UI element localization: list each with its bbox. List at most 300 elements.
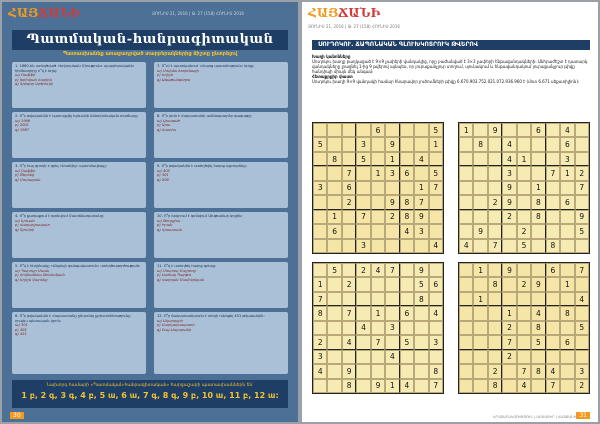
sudoku-cell[interactable] bbox=[560, 379, 574, 393]
sudoku-cell[interactable] bbox=[429, 350, 443, 364]
fact-title: Հետաքրքիր փաստ bbox=[312, 74, 353, 79]
sudoku-cell[interactable] bbox=[459, 210, 473, 224]
sudoku-cell[interactable] bbox=[575, 123, 589, 137]
sudoku-cell[interactable] bbox=[342, 263, 356, 277]
answer-option[interactable]: գ) Վարդան Մամիկոնյան bbox=[157, 277, 205, 282]
answer-option[interactable]: ա) 301 bbox=[15, 323, 28, 328]
sudoku-cell: 1 bbox=[313, 277, 327, 291]
sudoku-cell[interactable] bbox=[488, 335, 502, 349]
sudoku-cell: 9 bbox=[385, 195, 399, 209]
sudoku-cell: 2 bbox=[342, 277, 356, 291]
question-box bbox=[12, 62, 146, 108]
answer-option[interactable]: բ) 301 bbox=[157, 173, 169, 178]
sudoku-cell[interactable] bbox=[327, 306, 341, 320]
sudoku-cell[interactable] bbox=[327, 321, 341, 335]
sudoku-cell[interactable] bbox=[488, 210, 502, 224]
sudoku-cell[interactable] bbox=[459, 350, 473, 364]
sudoku-cell[interactable] bbox=[560, 350, 574, 364]
sudoku-cell[interactable] bbox=[327, 335, 341, 349]
sudoku-cell[interactable] bbox=[488, 350, 502, 364]
sudoku-cell[interactable] bbox=[560, 181, 574, 195]
sudoku-cell[interactable] bbox=[560, 321, 574, 335]
sudoku-cell: 4 bbox=[531, 306, 545, 320]
sudoku-cell[interactable] bbox=[575, 350, 589, 364]
sudoku-cell[interactable] bbox=[546, 210, 560, 224]
sudoku-cell[interactable] bbox=[342, 210, 356, 224]
sudoku-cell[interactable] bbox=[502, 379, 516, 393]
sudoku-cell: 4 bbox=[371, 263, 385, 277]
sudoku-cell[interactable] bbox=[502, 224, 516, 238]
sudoku-cell[interactable] bbox=[531, 292, 545, 306]
sudoku-cell[interactable] bbox=[356, 306, 370, 320]
sudoku-cell[interactable] bbox=[531, 379, 545, 393]
answer-option[interactable]: գ) Գյումրի bbox=[15, 227, 35, 232]
sudoku-cell[interactable] bbox=[356, 350, 370, 364]
sudoku-cell[interactable] bbox=[560, 210, 574, 224]
sudoku-cell[interactable] bbox=[546, 321, 560, 335]
sudoku-cell[interactable] bbox=[400, 321, 414, 335]
sudoku-cell[interactable] bbox=[327, 181, 341, 195]
sudoku-cell[interactable] bbox=[356, 195, 370, 209]
sudoku-cell[interactable] bbox=[429, 263, 443, 277]
sudoku-cell[interactable] bbox=[459, 263, 473, 277]
sudoku-cell[interactable] bbox=[371, 195, 385, 209]
sudoku-cell: 3 bbox=[356, 239, 370, 253]
answer-option[interactable]: ա) Ռաֆֆի bbox=[15, 168, 36, 173]
sudoku-cell[interactable] bbox=[546, 277, 560, 291]
sudoku-cell[interactable] bbox=[371, 321, 385, 335]
sudoku-cell: 9 bbox=[371, 379, 385, 393]
sudoku-cell[interactable] bbox=[459, 364, 473, 378]
sudoku-cell[interactable] bbox=[502, 364, 516, 378]
sudoku-cell: 5 bbox=[400, 335, 414, 349]
sudoku-cell[interactable] bbox=[313, 224, 327, 238]
sudoku-cell: 2 bbox=[356, 263, 370, 277]
sudoku-cell[interactable] bbox=[488, 263, 502, 277]
sudoku-cell[interactable] bbox=[473, 379, 487, 393]
answer-option[interactable]: ա) Մովսես Խորենացի bbox=[157, 68, 199, 73]
sudoku-cell[interactable] bbox=[459, 306, 473, 320]
sudoku-cell[interactable] bbox=[414, 137, 428, 151]
sudoku-cell: 7 bbox=[575, 263, 589, 277]
sudoku-cell[interactable] bbox=[356, 364, 370, 378]
sudoku-cell: 1 bbox=[429, 137, 443, 151]
sudoku-cell[interactable] bbox=[313, 123, 327, 137]
sudoku-cell: 2 bbox=[502, 321, 516, 335]
sudoku-cell[interactable] bbox=[488, 292, 502, 306]
sudoku-cell[interactable] bbox=[459, 224, 473, 238]
sudoku-cell[interactable] bbox=[546, 152, 560, 166]
sudoku-cell: 3 bbox=[414, 224, 428, 238]
sudoku-cell[interactable] bbox=[385, 181, 399, 195]
sudoku-cell[interactable] bbox=[473, 277, 487, 291]
sudoku-cell[interactable] bbox=[517, 123, 531, 137]
answers-text: 1 բ, 2 գ, 3 գ, 4 բ, 5 ա, 6 ա, 7 գ, 8 գ, 9 բ, 10 ա, 11 բ, 12 ա: bbox=[21, 391, 279, 400]
sudoku-cell: 2 bbox=[502, 210, 516, 224]
sudoku-cell[interactable] bbox=[531, 239, 545, 253]
sudoku-cell[interactable] bbox=[356, 123, 370, 137]
sudoku-cell[interactable] bbox=[414, 321, 428, 335]
sudoku-cell: 2 bbox=[575, 166, 589, 180]
sudoku-cell[interactable] bbox=[385, 335, 399, 349]
answer-option[interactable]: բ) Սարդարապատի bbox=[157, 323, 195, 328]
sudoku-cell[interactable] bbox=[414, 350, 428, 364]
sudoku-cell[interactable] bbox=[414, 239, 428, 253]
sudoku-cell[interactable] bbox=[517, 137, 531, 151]
sudoku-cell[interactable] bbox=[459, 152, 473, 166]
sudoku-cell: 9 bbox=[502, 195, 516, 209]
sudoku-cell: 7 bbox=[356, 210, 370, 224]
sudoku-cell[interactable] bbox=[531, 224, 545, 238]
sudoku-cell[interactable] bbox=[546, 123, 560, 137]
sudoku-cell[interactable] bbox=[517, 350, 531, 364]
sudoku-cell: 1 bbox=[385, 152, 399, 166]
answer-option[interactable]: գ) Բաշ-Ապարանի bbox=[157, 327, 192, 332]
sudoku-cell[interactable] bbox=[546, 335, 560, 349]
sudoku-cell: 7 bbox=[502, 335, 516, 349]
sudoku-cell[interactable] bbox=[546, 181, 560, 195]
sudoku-cell[interactable] bbox=[502, 123, 516, 137]
sudoku-cell[interactable] bbox=[400, 350, 414, 364]
sudoku-cell[interactable] bbox=[400, 277, 414, 291]
sudoku-cell[interactable] bbox=[414, 306, 428, 320]
answer-option[interactable]: գ) 1967 bbox=[15, 127, 30, 132]
sudoku-cell: 8 bbox=[327, 152, 341, 166]
sudoku-cell[interactable] bbox=[546, 306, 560, 320]
sudoku-cell: 3 bbox=[356, 137, 370, 151]
sudoku-cell[interactable] bbox=[400, 152, 414, 166]
sudoku-cell[interactable] bbox=[313, 239, 327, 253]
sudoku-cell[interactable] bbox=[429, 321, 443, 335]
sudoku-cell[interactable] bbox=[356, 166, 370, 180]
sudoku-cell[interactable] bbox=[517, 292, 531, 306]
sudoku-cell[interactable] bbox=[356, 224, 370, 238]
sudoku-cell: 2 bbox=[575, 379, 589, 393]
sudoku-cell[interactable] bbox=[429, 152, 443, 166]
sudoku-cell[interactable] bbox=[459, 379, 473, 393]
sudoku-grid-4 bbox=[458, 262, 590, 394]
question-text: 3. Ո՞ր հայ գրողն է գրել «Սամվել» պատմավեպը։ bbox=[15, 164, 107, 168]
sudoku-cell[interactable] bbox=[371, 137, 385, 151]
sudoku-cell: 9 bbox=[342, 364, 356, 378]
sudoku-cell: 8 bbox=[473, 137, 487, 151]
sudoku-cell[interactable] bbox=[327, 239, 341, 253]
sudoku-cell[interactable] bbox=[356, 277, 370, 291]
answer-option[interactable]: բ) Հովհաննես Թումանյան bbox=[15, 273, 65, 278]
sudoku-cell[interactable] bbox=[488, 224, 502, 238]
sudoku-cell[interactable] bbox=[429, 292, 443, 306]
sudoku-cell[interactable] bbox=[327, 123, 341, 137]
page-title: Պատմական-հանրագիտական bbox=[12, 30, 288, 50]
section-heading: ՍՈՒԴՈԿՈՒ. ՃԱՊՈՆԱԿԱՆ ԳԼՈՒԽԿՈՏՐՈՒԿ ԹՎԵՐՈՎ bbox=[312, 40, 590, 50]
sudoku-cell: 2 bbox=[517, 277, 531, 291]
sudoku-cell: 2 bbox=[385, 210, 399, 224]
sudoku-cell[interactable] bbox=[546, 350, 560, 364]
sudoku-cell[interactable] bbox=[502, 292, 516, 306]
sudoku-cell: 1 bbox=[531, 181, 545, 195]
sudoku-cell: 7 bbox=[414, 195, 428, 209]
sudoku-cell[interactable] bbox=[575, 306, 589, 320]
answer-option[interactable]: բ) Սահակ Պարթև bbox=[157, 273, 192, 278]
sudoku-cell[interactable] bbox=[473, 166, 487, 180]
sudoku-cell[interactable] bbox=[459, 335, 473, 349]
sudoku-cell[interactable] bbox=[371, 181, 385, 195]
sudoku-cell[interactable] bbox=[414, 166, 428, 180]
answer-option[interactable]: ա) 405 bbox=[157, 168, 170, 173]
sudoku-cell[interactable] bbox=[473, 306, 487, 320]
brand-logo bbox=[8, 6, 80, 20]
sudoku-cell[interactable] bbox=[429, 224, 443, 238]
sudoku-cell[interactable] bbox=[560, 263, 574, 277]
brand-part-a: ՀԱՅ bbox=[8, 6, 39, 20]
sudoku-cell[interactable] bbox=[342, 321, 356, 335]
sudoku-cell[interactable] bbox=[531, 137, 545, 151]
sudoku-cell[interactable] bbox=[473, 195, 487, 209]
sudoku-cell[interactable] bbox=[429, 195, 443, 209]
answer-option[interactable]: ա) Արագած bbox=[157, 118, 180, 123]
sudoku-cell[interactable] bbox=[560, 364, 574, 378]
sudoku-cell[interactable] bbox=[488, 137, 502, 151]
sudoku-cell[interactable] bbox=[371, 224, 385, 238]
sudoku-cell[interactable] bbox=[313, 166, 327, 180]
sudoku-cell[interactable] bbox=[531, 263, 545, 277]
sudoku-cell[interactable] bbox=[313, 152, 327, 166]
sudoku-cell[interactable] bbox=[327, 137, 341, 151]
sudoku-cell[interactable] bbox=[327, 292, 341, 306]
answer-option[interactable]: բ) Արա bbox=[157, 123, 171, 128]
answer-option[interactable]: բ) Վաղարշապատ bbox=[15, 223, 50, 228]
sudoku-cell[interactable] bbox=[546, 137, 560, 151]
sudoku-cell: 5 bbox=[429, 166, 443, 180]
answer-option[interactable]: գ) Հատիս bbox=[157, 127, 177, 132]
sudoku-cell[interactable] bbox=[517, 210, 531, 224]
sudoku-cell[interactable] bbox=[313, 321, 327, 335]
sudoku-cell[interactable] bbox=[371, 350, 385, 364]
sudoku-cell[interactable] bbox=[488, 306, 502, 320]
answer-option[interactable]: գ) Գրիգոր Արծրունի bbox=[15, 82, 54, 87]
answer-option[interactable]: ա) Երևան bbox=[15, 218, 35, 223]
sudoku-cell[interactable] bbox=[473, 181, 487, 195]
sudoku-cell[interactable] bbox=[517, 306, 531, 320]
answer-option[interactable]: գ) Ագաթանգեղոս bbox=[157, 77, 191, 82]
sudoku-cell: 4 bbox=[429, 306, 443, 320]
sudoku-cell[interactable] bbox=[459, 166, 473, 180]
answer-option[interactable]: գ) Մուրացան bbox=[15, 177, 41, 182]
sudoku-cell: 7 bbox=[429, 181, 443, 195]
sudoku-cell[interactable] bbox=[517, 181, 531, 195]
sudoku-cell[interactable] bbox=[400, 137, 414, 151]
sudoku-cell[interactable] bbox=[342, 137, 356, 151]
sudoku-cell[interactable] bbox=[414, 335, 428, 349]
sudoku-cell[interactable] bbox=[473, 350, 487, 364]
brand-logo bbox=[308, 6, 380, 20]
sudoku-cell[interactable] bbox=[327, 364, 341, 378]
sudoku-cell[interactable] bbox=[400, 364, 414, 378]
sudoku-cell[interactable] bbox=[313, 379, 327, 393]
sudoku-cell[interactable] bbox=[575, 335, 589, 349]
sudoku-cell: 4 bbox=[459, 239, 473, 253]
sudoku-cell[interactable] bbox=[531, 350, 545, 364]
sudoku-cell: 2 bbox=[502, 350, 516, 364]
sudoku-cell[interactable] bbox=[459, 277, 473, 291]
page-subtitle: Պատասխանեք առաջադրված տարբերակներից ճիշտը ընտրելով bbox=[62, 51, 238, 57]
answer-option[interactable]: ա) Ավարայրի bbox=[157, 318, 183, 323]
sudoku-cell[interactable] bbox=[400, 239, 414, 253]
sudoku-cell[interactable] bbox=[327, 195, 341, 209]
sudoku-cell[interactable] bbox=[546, 195, 560, 209]
sudoku-cell[interactable] bbox=[473, 335, 487, 349]
answer-option[interactable]: ա) Ռաֆֆի bbox=[15, 73, 36, 78]
sudoku-cell[interactable] bbox=[385, 306, 399, 320]
sudoku-cell: 7 bbox=[371, 335, 385, 349]
rules-title: Խաղի կանոնները bbox=[312, 54, 351, 59]
answer-option[interactable]: ա) Թուրքիա bbox=[157, 218, 181, 223]
sudoku-cell: 4 bbox=[385, 350, 399, 364]
sudoku-cell: 4 bbox=[575, 292, 589, 306]
sudoku-cell[interactable] bbox=[488, 321, 502, 335]
sudoku-cell: 4 bbox=[502, 137, 516, 151]
sudoku-cell[interactable] bbox=[531, 166, 545, 180]
sudoku-cell[interactable] bbox=[459, 292, 473, 306]
sudoku-cell[interactable] bbox=[313, 263, 327, 277]
sudoku-cell: 9 bbox=[385, 137, 399, 151]
sudoku-cell[interactable] bbox=[356, 379, 370, 393]
sudoku-cell[interactable] bbox=[356, 181, 370, 195]
sudoku-cell[interactable] bbox=[342, 350, 356, 364]
sudoku-cell[interactable] bbox=[414, 379, 428, 393]
answer-option[interactable]: բ) Իրան bbox=[157, 223, 173, 228]
sudoku-cell: 6 bbox=[400, 306, 414, 320]
sudoku-cell[interactable] bbox=[414, 123, 428, 137]
sudoku-cell[interactable] bbox=[356, 335, 370, 349]
sudoku-cell[interactable] bbox=[502, 277, 516, 291]
sudoku-cell[interactable] bbox=[488, 166, 502, 180]
sudoku-cell[interactable] bbox=[313, 195, 327, 209]
sudoku-cell[interactable] bbox=[517, 335, 531, 349]
sudoku-cell[interactable] bbox=[371, 239, 385, 253]
sudoku-cell[interactable] bbox=[575, 152, 589, 166]
sudoku-cell[interactable] bbox=[459, 181, 473, 195]
sudoku-cell[interactable] bbox=[560, 224, 574, 238]
left-page bbox=[2, 2, 298, 422]
sudoku-cell[interactable] bbox=[371, 364, 385, 378]
question-box bbox=[154, 62, 288, 108]
sudoku-cell: 8 bbox=[531, 210, 545, 224]
sudoku-cell[interactable] bbox=[342, 224, 356, 238]
sudoku-cell[interactable] bbox=[400, 263, 414, 277]
sudoku-cell: 1 bbox=[560, 166, 574, 180]
sudoku-cell[interactable] bbox=[385, 224, 399, 238]
question-text: 12. Ո՞ր ճակատամարտն է տեղի ունեցել 451 թվականին։ bbox=[157, 314, 265, 318]
answers-title: Նախորդ համարի «Պատմական-հանրագիտական» հարցաշարի պատասխաններն են՝ bbox=[46, 383, 254, 388]
sudoku-cell[interactable] bbox=[400, 181, 414, 195]
sudoku-cell[interactable] bbox=[488, 181, 502, 195]
sudoku-cell: 6 bbox=[342, 181, 356, 195]
sudoku-cell[interactable] bbox=[371, 210, 385, 224]
sudoku-cell[interactable] bbox=[371, 292, 385, 306]
sudoku-cell[interactable] bbox=[517, 195, 531, 209]
sudoku-cell[interactable] bbox=[473, 364, 487, 378]
sudoku-cell[interactable] bbox=[385, 292, 399, 306]
sudoku-cell[interactable] bbox=[385, 364, 399, 378]
sudoku-cell[interactable] bbox=[327, 379, 341, 393]
answer-option[interactable]: գ) 506 bbox=[157, 177, 169, 182]
sudoku-cell[interactable] bbox=[327, 350, 341, 364]
sudoku-cell[interactable] bbox=[473, 210, 487, 224]
sudoku-cell[interactable] bbox=[414, 364, 428, 378]
answer-option[interactable]: գ) 451 bbox=[15, 332, 27, 337]
sudoku-cell[interactable] bbox=[459, 195, 473, 209]
answer-option[interactable]: ա) Պարույր Սևակ bbox=[15, 268, 50, 273]
sudoku-cell[interactable] bbox=[473, 123, 487, 137]
answer-option[interactable]: բ) Խրիմյան Հայրիկ bbox=[15, 77, 52, 82]
sudoku-cell: 8 bbox=[488, 379, 502, 393]
sudoku-cell[interactable] bbox=[371, 277, 385, 291]
sudoku-cell: 1 bbox=[371, 166, 385, 180]
answer-option[interactable]: բ) Եղիշե bbox=[157, 73, 174, 78]
sudoku-cell[interactable] bbox=[473, 321, 487, 335]
answer-option[interactable]: ա) 1998 bbox=[15, 118, 31, 123]
question-text: 9. Ո՞ր թվականին է ստեղծվել հայոց այբուբենը։ bbox=[157, 164, 247, 168]
sudoku-cell[interactable] bbox=[560, 239, 574, 253]
sudoku-cell[interactable] bbox=[342, 239, 356, 253]
sudoku-cell[interactable] bbox=[356, 292, 370, 306]
sudoku-cell[interactable] bbox=[385, 277, 399, 291]
sudoku-cell[interactable] bbox=[342, 123, 356, 137]
sudoku-cell[interactable] bbox=[342, 292, 356, 306]
sudoku-cell[interactable] bbox=[400, 292, 414, 306]
answer-option[interactable]: բ) 405 bbox=[15, 327, 27, 332]
sudoku-cell[interactable] bbox=[313, 210, 327, 224]
sudoku-cell[interactable] bbox=[517, 166, 531, 180]
sudoku-cell[interactable] bbox=[517, 321, 531, 335]
answer-option[interactable]: ա) Մեսրոպ Մաշտոց bbox=[157, 268, 196, 273]
answer-option[interactable]: գ) Եղիշե Չարենց bbox=[15, 277, 48, 282]
sudoku-cell: 9 bbox=[414, 210, 428, 224]
sudoku-cell: 5 bbox=[327, 263, 341, 277]
sudoku-cell[interactable] bbox=[385, 239, 399, 253]
sudoku-cell[interactable] bbox=[327, 277, 341, 291]
sudoku-cell[interactable] bbox=[371, 152, 385, 166]
sudoku-cell[interactable] bbox=[400, 123, 414, 137]
sudoku-cell[interactable] bbox=[546, 224, 560, 238]
sudoku-cell[interactable] bbox=[473, 152, 487, 166]
sudoku-cell[interactable] bbox=[429, 210, 443, 224]
sudoku-cell[interactable] bbox=[459, 137, 473, 151]
sudoku-cell[interactable] bbox=[327, 166, 341, 180]
sudoku-cell[interactable] bbox=[531, 152, 545, 166]
sudoku-cell[interactable] bbox=[342, 152, 356, 166]
sudoku-cell[interactable] bbox=[385, 123, 399, 137]
brand-part-a: ՀԱՅ bbox=[308, 6, 339, 20]
sudoku-cell[interactable] bbox=[488, 152, 502, 166]
sudoku-cell[interactable] bbox=[517, 263, 531, 277]
sudoku-cell[interactable] bbox=[459, 321, 473, 335]
sudoku-cell[interactable] bbox=[575, 195, 589, 209]
sudoku-cell: 4 bbox=[502, 152, 516, 166]
sudoku-cell[interactable] bbox=[575, 137, 589, 151]
answer-option[interactable]: բ) Ծերենց bbox=[15, 173, 35, 178]
answer-option[interactable]: բ) 2001 bbox=[15, 123, 29, 128]
answer-option[interactable]: գ) Վրաստան bbox=[157, 227, 182, 232]
sudoku-cell[interactable] bbox=[473, 239, 487, 253]
sudoku-cell[interactable] bbox=[560, 292, 574, 306]
sudoku-cell[interactable] bbox=[575, 277, 589, 291]
sudoku-cell[interactable] bbox=[546, 292, 560, 306]
sudoku-cell: 7 bbox=[575, 181, 589, 195]
sudoku-cell[interactable] bbox=[575, 239, 589, 253]
sudoku-cell[interactable] bbox=[502, 239, 516, 253]
